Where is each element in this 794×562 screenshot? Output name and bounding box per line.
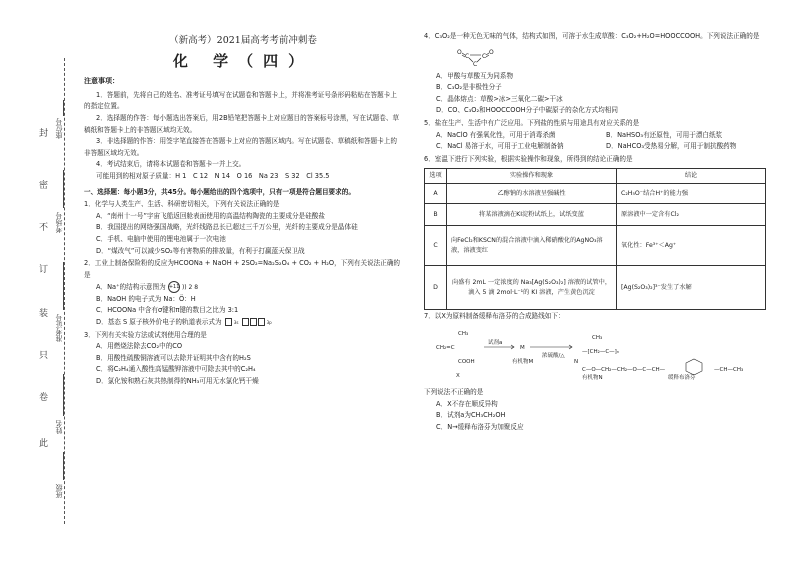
table-cell: 原溶液中一定含有Cl₂ [617, 204, 766, 226]
question-stem: 6．室温下进行下列实验，根据实验操作和现象，所得到的结论正确的是 [424, 154, 633, 163]
table-cell: 氧化性：Fe³⁺＜Ag⁺ [617, 226, 766, 266]
option: A．“南州十一号”宇宙飞船返回舱表面使用的高温结构陶瓷的主要成分是硅酸盐 [96, 211, 325, 220]
svg-text:CH₃: CH₃ [458, 330, 469, 337]
field-line [63, 170, 64, 208]
question-stem: 1．化学与人类生产、生活、科研密切相关，下列有关说法正确的是 [84, 200, 280, 209]
option: C．晶体熔点：草酸>冰>三氧化二碳>干冰 [436, 94, 563, 103]
table-row [425, 226, 766, 266]
orbital-box [250, 318, 257, 326]
table-cell: C₂H₅O⁻结合H⁺的能力强 [617, 184, 766, 204]
ion-structure-diagram: +11 [168, 281, 180, 293]
class-label: 班级 [55, 484, 63, 498]
experiment-table [424, 168, 766, 310]
seat-number-label: 座位号 [55, 118, 63, 139]
option: D．“煤改气”可以减少SO₂等有害物质的排放量，有利于打赢蓝天保卫战 [96, 246, 305, 255]
synthesis-route-diagram [432, 327, 762, 383]
column-header: 选项 [425, 169, 447, 184]
table-cell: C [425, 226, 447, 266]
svg-text:O: O [489, 48, 494, 56]
product-label: 缓释布洛芬 [668, 374, 696, 381]
question-2 [84, 258, 402, 329]
question-prompt: 下列说法不正确的是 [424, 387, 484, 396]
intermediate-n-label: 有机物N [582, 374, 603, 381]
svg-text:N: N [574, 358, 579, 365]
option: A．Na⁺的结构示意图为 +11 )) 2 8 [96, 283, 199, 292]
condition-label: 浓硫酸/△ [542, 352, 565, 359]
table-row [425, 204, 766, 226]
question-3 [84, 330, 402, 388]
option: A．X不存在顺反异构 [436, 399, 498, 408]
section-title: 一、选择题：每小题3分，共45分。每小题给出的四个选项中，只有一项是符合题目要求的。 [84, 187, 355, 196]
option-row [424, 141, 776, 153]
option: A．用燃烧法除去CO₂中的CO [96, 342, 183, 351]
question-stem: 2．工业上制备保险粉的反应为HCOONa + NaOH + 2SO₂=Na₂S₂O₄ + CO₂ + H₂O，下列有关说法正确的是 [84, 259, 400, 279]
option: A．NaClO 有强氧化性，可用于消毒杀菌 [436, 130, 556, 139]
option: C．NaCl 易溶于水，可用于工业电解制备钠 [436, 142, 564, 151]
notice-title: 注意事项： [84, 77, 119, 86]
subject-title: 化 学（四） [172, 51, 314, 70]
svg-text:—[CH₂—C—]ₙ: —[CH₂—C—]ₙ [582, 348, 620, 355]
notice-item: 2．选择题的作答：每小题选出答案后，用2B铅笔把答题卡上对应题目的答案标号涂黑，写在试题卷、草稿纸和答题卡上的非答题区域均无效。 [84, 113, 400, 134]
table-row [425, 184, 766, 204]
svg-text:C: C [482, 52, 487, 60]
svg-text:COOH: COOH [458, 358, 475, 365]
option: D．CO、C₃O₂和HOOCCOOH分子中碳原子的杂化方式均相同 [436, 106, 618, 115]
orbital-box [242, 318, 249, 326]
exam-room-label: 考场号 [55, 212, 63, 233]
svg-text:C: C [473, 60, 478, 68]
left-column [84, 30, 402, 388]
table-cell: D [425, 266, 447, 310]
svg-text:O: O [457, 48, 462, 56]
seal-char: 订 [37, 264, 47, 273]
option: B．C₃O₂是非极性分子 [436, 83, 502, 92]
option-row [424, 130, 776, 142]
option: B．NaOH 的电子式为 Na：Ö：H [96, 294, 196, 303]
orbital-box [225, 318, 232, 326]
table-cell: 向FeCl₂和KSCN的混合溶液中滴入稀硝酸化的AgNO₃溶液，溶液变红 [447, 226, 617, 266]
svg-text:C—O—CH₂—CH₂—O—C—CH—: C—O—CH₂—CH₂—O—C—CH— [582, 366, 666, 373]
option: C．手机、电脑中使用的锂电池属于一次电池 [96, 234, 226, 243]
field-line [63, 262, 64, 310]
option: C．HCOONa 中含有σ键和π键的数目之比为 3:1 [96, 306, 239, 315]
table-cell: A [425, 184, 447, 204]
svg-text:C: C [465, 52, 470, 60]
svg-text:—CH—CH₃: —CH—CH₃ [714, 366, 744, 373]
question-5 [424, 118, 776, 153]
field-line [63, 374, 64, 416]
option-text: A．Na⁺的结构示意图为 [96, 283, 166, 292]
option-text: D．基态 S 原子核外价电子的轨道表示式为 [96, 318, 222, 327]
name-label: 姓名 [55, 420, 63, 434]
seal-char: 此 [37, 438, 47, 447]
seal-char: 装 [37, 308, 47, 317]
field-line [63, 452, 64, 480]
ticket-number-label: 准考证号 [55, 314, 63, 342]
svg-text:CH₃: CH₃ [592, 334, 603, 341]
notice-item: 4．考试结束后，请将本试题卷和答题卡一并上交。 [96, 160, 246, 169]
svg-text:M: M [520, 344, 525, 351]
seal-char: 只 [37, 350, 47, 359]
option [84, 317, 402, 329]
seal-char: 不 [37, 222, 47, 231]
reagent-x-label: X [456, 372, 460, 379]
question-6 [424, 154, 776, 311]
c3o2-structure-diagram [456, 46, 496, 68]
field-line [63, 100, 64, 116]
option: B．我国提出的网络强国战略，光纤线路总长已超过三千万公里，光纤的主要成分是晶体硅 [96, 223, 358, 232]
binding-strip [0, 0, 80, 562]
table-cell: 将某溶液滴在KI淀粉试纸上，试纸变蓝 [447, 204, 617, 226]
question-4 [424, 31, 776, 117]
option: D．氯化铵和熟石灰共热制得的NH₃可用无水氯化钙干燥 [96, 377, 259, 386]
svg-text:CH₂=C: CH₂=C [436, 344, 455, 351]
table-row [425, 266, 766, 310]
column-header: 实验操作和现象 [447, 169, 617, 184]
orbital-label: 3s [233, 320, 239, 326]
table-cell: 向盛有 2mL 一定浓度的 Na₃[Ag(S₂O₃)₂] 溶液的试管中，滴入 5 滴 2mol·L⁻¹的 KI 溶液，产生黄色沉淀 [447, 266, 617, 310]
seal-char: 封 [37, 128, 47, 137]
option: C．将C₂H₄通入酸性高锰酸钾溶液中可除去其中的C₂H₄ [96, 365, 256, 374]
question-stem: 4．C₃O₂是一种无色无味的气体，结构式如图，可溶于水生成草酸：C₃O₂+H₂O=HOOCCOOH。下列说法正确的是 [424, 32, 760, 40]
notice-item: 3．非选择题的作答：用签字笔直接答在答题卡上对应的答题区域内。写在试题卷、草稿纸和答题卡上的非答题区域均无效。 [84, 137, 397, 157]
right-column [424, 30, 776, 433]
orbital-label: 3p [266, 320, 272, 326]
notice-item: 1．答题前，先将自己的姓名、准考证号填写在试题卷和答题卡上，并将准考证号条形码粘贴在答题卡上的指定位置。 [84, 90, 397, 111]
seal-line [64, 58, 65, 524]
table-cell: [Ag(S₂O₃)₂]³⁻发生了水解 [617, 266, 766, 310]
question-7 [424, 311, 776, 433]
question-1 [84, 199, 402, 257]
seal-char: 密 [37, 180, 47, 189]
intermediate-m-label: 有机物M [512, 358, 534, 365]
seal-char: 卷 [37, 392, 47, 401]
option: A．甲酸与草酸互为同系物 [436, 71, 514, 80]
question-stem: 7．以X为原料制备缓释布洛芬的合成路线如下： [424, 312, 565, 321]
reagent-a-label: 试剂a [488, 339, 503, 346]
question-stem: 3．下列有关实验方法或试剂使用合理的是 [84, 330, 207, 339]
paper-title: （新高考）2021届高考考前冲刺卷 [169, 35, 317, 46]
orbital-box [258, 318, 265, 326]
table-cell: 乙醇钠的水溶液呈强碱性 [447, 184, 617, 204]
table-cell: B [425, 204, 447, 226]
option: B．试剂a为CH₃CH₂OH [436, 411, 506, 420]
option: B．用酸性硫酸铜溶液可以去除并证明其中含有的H₂S [96, 353, 251, 362]
atomic-masses: 可能用到的相对原子质量：H 1 C 12 N 14 O 16 Na 23 S 32 Cl 35.5 [96, 171, 330, 180]
question-stem: 5．盐在生产、生活中有广泛应用。下列盐的性质与用途具有对应关系的是 [424, 118, 640, 127]
column-header: 结论 [617, 169, 766, 184]
table-header-row [425, 169, 766, 184]
option: C．N→缓释布洛芬为加聚反应 [436, 422, 524, 431]
option: B．NaHSO₃有还原性，可用于漂白纸浆 [606, 130, 723, 139]
option: D．NaHCO₃受热易分解，可用于制抗酸药物 [606, 142, 737, 151]
